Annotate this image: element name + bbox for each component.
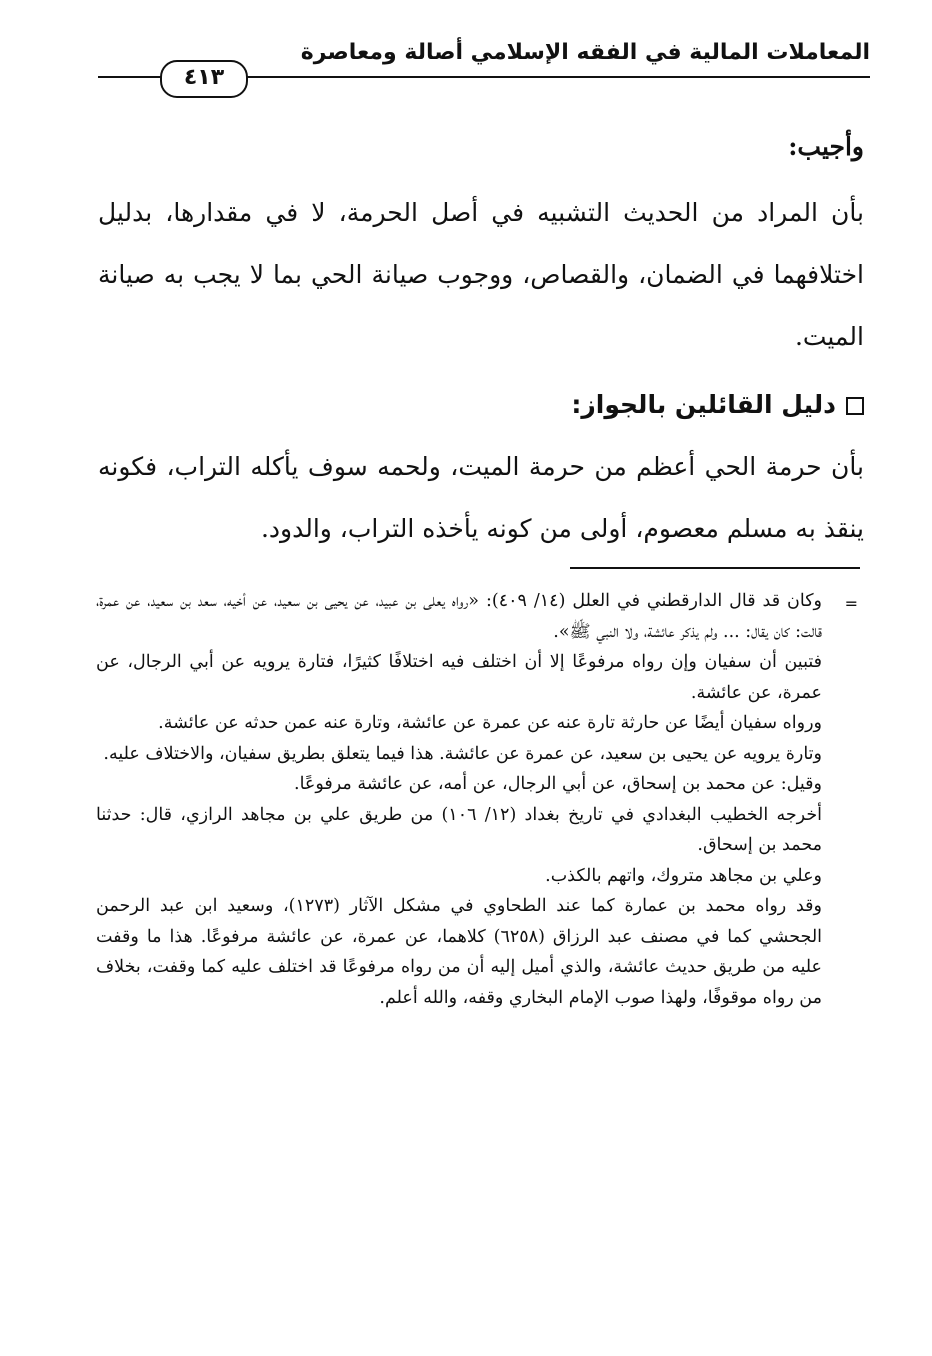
footnote-paragraph: وتارة يرويه عن يحيى بن سعيد، عن عمرة عن عائشة. هذا فيما يتعلق بطريق سفيان، والاختلاف عليه. — [103, 743, 822, 764]
footnote-paragraph: فتبين أن سفيان وإن رواه مرفوعًا إلا أن اختلف فيه اختلافًا كثيرًا، فتارة يرويه عن أبي الرجال، عن عمرة، عن عائشة. — [96, 652, 822, 703]
footnotes — [96, 586, 822, 1013]
page-number: ٤١٣ — [160, 60, 248, 98]
footnote-paragraph: أخرجه الخطيب البغدادي في تاريخ بغداد (١٢/ ١٠٦) من طريق علي بن مجاهد الرازي، قال: حدثنا محمد بن إسحاق. — [96, 804, 823, 855]
footnote-continuation-mark: = — [844, 594, 858, 613]
footnote-separator — [570, 567, 860, 569]
section-heading — [571, 380, 864, 430]
square-bullet-icon — [846, 397, 864, 415]
footnote-paragraph: وقد رواه محمد بن عمارة كما عند الطحاوي في مشكل الآثار (١٢٧٣)، وسعيد ابن عبد الرحمن الجحشي كما في مصنف عبد الرزاق (٦٢٥٨) كلاهما، عن عمرة، عن عائشة مرفوعًا. هذا ما وقفت عليه من طريق حديث عائشة، والذي أميل إليه أن من رواه مرفوعًا قد اختلف عليه كما وقفت، بخلاف من رواه موقوفًا، ولهذا صوب الإمام البخاري وقفه، والله أعلم. — [96, 896, 823, 1008]
section-heading-text: دليل القائلين بالجواز: — [571, 390, 836, 419]
evidence-paragraph: بأن حرمة الحي أعظم من حرمة الميت، ولحمه سوف يأكله التراب، فكونه ينقذ به مسلم معصوم، أولى من كونه يأخذه التراب، والدود. — [98, 452, 864, 543]
running-head-title: المعاملات المالية في الفقه الإسلامي أصالة ومعاصرة — [300, 40, 870, 65]
footnote-paragraph: وقيل: عن محمد بن إسحاق، عن أبي الرجال، عن أمه، عن عائشة مرفوعًا. — [294, 774, 822, 794]
answer-label: وأجيب: — [788, 132, 864, 161]
answer-paragraph: بأن المراد من الحديث التشبيه في أصل الحرمة، لا في مقدارها، بدليل اختلافهما في الضمان، والقصاص، ووجوب صيانة الحي بما لا يجب به صيانة الميت. — [98, 198, 864, 351]
footnote-paragraph: وكان قد قال الدارقطني في العلل (١٤/ ٤٠٩): «رواه يعلى بن عبيد، عن يحيى بن سعيد، عن أخيه، سعد بن سعيد، عن عمرة، قالت: كان يقال: ... ولم يذكر عائشة، ولا النبي ﷺ». — [96, 591, 822, 642]
footnote-paragraph: وعلي بن مجاهد متروك، واتهم بالكذب. — [545, 865, 822, 886]
footnote-paragraph: ورواه سفيان أيضًا عن حارثة تارة عنه عن عمرة عن عائشة، وتارة عنه عمن حدثه عن عائشة. — [158, 713, 822, 733]
